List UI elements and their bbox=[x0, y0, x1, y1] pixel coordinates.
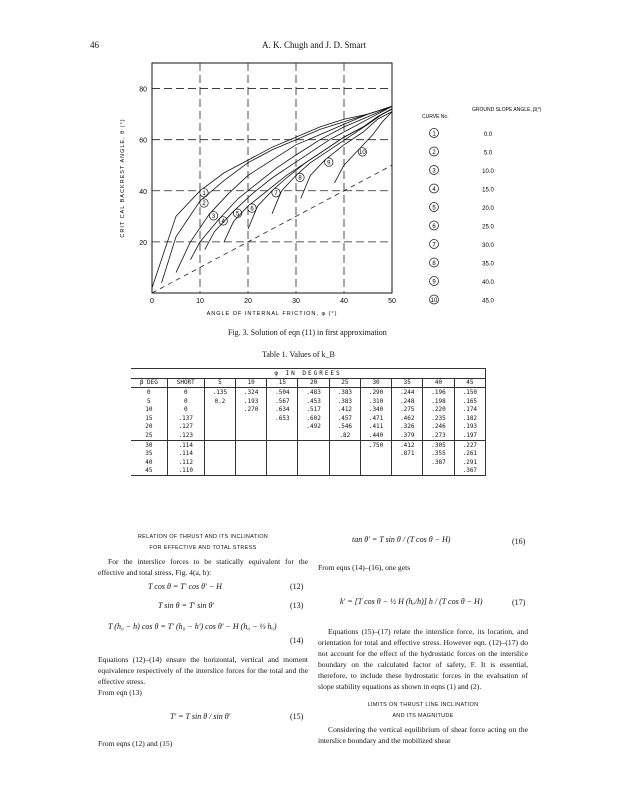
table-col-header: 35 bbox=[392, 378, 423, 388]
table-cell bbox=[204, 431, 235, 440]
legend-curve-number: 1 bbox=[432, 131, 436, 138]
table-cell: .440 bbox=[360, 431, 391, 440]
legend-curve-number: 10 bbox=[430, 298, 438, 304]
table-cell bbox=[267, 467, 298, 476]
table-cell: .82 bbox=[329, 431, 360, 440]
table-cell bbox=[329, 458, 360, 467]
equation-17: k' = [T cos θ − ½ H (hᵤ/h)] h / (T cos θ − H) bbox=[340, 597, 483, 606]
table-cell bbox=[360, 467, 391, 476]
equation-15-number: (15) bbox=[290, 712, 304, 721]
legend-slope-value: 35.0 bbox=[482, 261, 494, 268]
table-cell bbox=[204, 449, 235, 458]
table-cell bbox=[267, 423, 298, 432]
equation-12-number: (12) bbox=[290, 582, 304, 591]
table-cell: .114 bbox=[167, 440, 204, 449]
legend-title-curve: CURVE No. bbox=[422, 114, 449, 120]
series-label-7: 7 bbox=[274, 190, 278, 197]
table-cell: .193 bbox=[454, 423, 485, 432]
table-row bbox=[131, 388, 486, 397]
table-cell: 0.2 bbox=[204, 397, 235, 406]
legend-slope-value: 30.0 bbox=[482, 243, 494, 249]
table-cell bbox=[204, 458, 235, 467]
x-tick-label: 20 bbox=[244, 298, 252, 305]
series-label-2: 2 bbox=[202, 201, 206, 208]
legend-curve-number: 5 bbox=[432, 205, 436, 212]
table-cell: 0 bbox=[131, 388, 167, 397]
table-cell: .634 bbox=[267, 405, 298, 414]
table-cell: .567 bbox=[267, 397, 298, 406]
series-label-6: 6 bbox=[250, 206, 254, 213]
series-curve-3 bbox=[176, 106, 392, 272]
table-col-header: 45 bbox=[454, 378, 485, 388]
table-cell: .383 bbox=[329, 388, 360, 397]
table-cell: .270 bbox=[236, 405, 267, 414]
table-cell bbox=[423, 467, 454, 476]
section-subheading-stress: FOR EFFECTIVE AND TOTAL STRESS bbox=[149, 545, 257, 551]
figure-chart bbox=[110, 55, 542, 325]
table-cell bbox=[298, 440, 329, 449]
paragraph-equivalence: Equations (12)–(14) ensure the horizontal, vertical and moment equivalence respectively of the interslice forces for the total and the effective stress. bbox=[98, 655, 308, 686]
equation-16: tan θ' = T sin θ / (T cos θ − H) bbox=[352, 535, 451, 544]
table-cell bbox=[267, 458, 298, 467]
series-label-10: 10 bbox=[359, 150, 366, 157]
table-cell bbox=[204, 440, 235, 449]
table-cell: .110 bbox=[167, 467, 204, 476]
table-cell: .305 bbox=[423, 440, 454, 449]
left-column bbox=[98, 532, 308, 578]
legend-curve-number: 3 bbox=[432, 168, 436, 175]
paragraph-vertical-equilibrium: Considering the vertical equilibrium of shear force acting on the interslice boundary and the mobilized shear bbox=[318, 725, 528, 745]
table-row bbox=[131, 467, 486, 476]
table-col-header: 10 bbox=[236, 378, 267, 388]
series-curve-1 bbox=[152, 106, 392, 288]
series-label-3: 3 bbox=[211, 213, 216, 220]
table-cell bbox=[204, 405, 235, 414]
figure-caption: Fig. 3. Solution of eqn (11) in first approximation bbox=[228, 328, 387, 337]
table-cell: .602 bbox=[298, 414, 329, 423]
table-cell: .324 bbox=[236, 388, 267, 397]
y-tick-label: 20 bbox=[139, 239, 147, 247]
paragraph-interslice: For the interslice forces to be statically equivalent for the effective and total stress, Fig. 4(a, b): bbox=[98, 557, 308, 577]
legend-curve-number: 2 bbox=[432, 150, 436, 156]
table-cell: .412 bbox=[329, 405, 360, 414]
table-cell: .383 bbox=[329, 397, 360, 406]
y-tick-label: 80 bbox=[139, 86, 147, 94]
paragraph-from-eqns-12-15: From eqns (12) and (15) bbox=[98, 739, 173, 748]
table-cell: .355 bbox=[423, 449, 454, 458]
legend-slope-value: 25.0 bbox=[482, 224, 494, 231]
table-cell: .273 bbox=[423, 431, 454, 440]
table-phi-header: φ IN DEGREES bbox=[131, 369, 486, 379]
table-cell bbox=[267, 449, 298, 458]
table-cell bbox=[360, 449, 391, 458]
legend-curve-number: 9 bbox=[432, 279, 436, 286]
series-label-8: 8 bbox=[298, 175, 302, 182]
table-row bbox=[131, 458, 486, 467]
legend-title-slope: GROUND SLOPE ANGLE, β(°) bbox=[472, 107, 542, 113]
table-cell: 20 bbox=[131, 423, 167, 432]
table-cell: .326 bbox=[392, 423, 423, 432]
table-cell: .517 bbox=[298, 405, 329, 414]
table-cell: .193 bbox=[236, 397, 267, 406]
table-cell bbox=[329, 467, 360, 476]
series-curve-9 bbox=[301, 112, 392, 199]
table-cell bbox=[236, 467, 267, 476]
table-cell: .235 bbox=[423, 414, 454, 423]
table-cell: 5 bbox=[131, 397, 167, 406]
legend-slope-value: 10.0 bbox=[482, 169, 494, 175]
equation-17-number: (17) bbox=[512, 598, 526, 607]
table-cell bbox=[204, 467, 235, 476]
x-tick-label: 50 bbox=[388, 298, 396, 305]
table-cell: 30 bbox=[131, 440, 167, 449]
table-cell bbox=[360, 458, 391, 467]
table-cell bbox=[236, 449, 267, 458]
table-col-header: 40 bbox=[423, 378, 454, 388]
legend-curve-number: 4 bbox=[432, 187, 436, 193]
table-row bbox=[131, 397, 486, 406]
table-cell: .220 bbox=[423, 405, 454, 414]
table-cell bbox=[204, 414, 235, 423]
equation-13-number: (13) bbox=[290, 601, 304, 610]
table-cell bbox=[236, 458, 267, 467]
table-cell: .112 bbox=[167, 458, 204, 467]
equation-14: T (h₀ − h) cos θ = T' (h₀ − h') cos θ' − H (h₀ − ⅓ hᵤ) bbox=[108, 622, 277, 631]
paragraph-from-eqn-13: From eqn (13) bbox=[98, 688, 142, 697]
table-cell bbox=[236, 423, 267, 432]
table-row bbox=[131, 405, 486, 414]
table-cell: .197 bbox=[454, 431, 485, 440]
section-heading-limits: LIMITS ON THRUST LINE INCLINATION bbox=[367, 702, 479, 708]
table-cell: .135 bbox=[204, 388, 235, 397]
table-cell: .471 bbox=[360, 414, 391, 423]
table-cell: .198 bbox=[423, 397, 454, 406]
x-tick-label: 40 bbox=[340, 298, 348, 305]
table-cell: .150 bbox=[454, 388, 485, 397]
table-cell: 0 bbox=[167, 388, 204, 397]
legend-slope-value: 0.0 bbox=[483, 132, 493, 138]
table-cell: 35 bbox=[131, 449, 167, 458]
table-cell: .246 bbox=[423, 423, 454, 432]
equation-16-number: (16) bbox=[512, 537, 526, 546]
table-cell: .244 bbox=[392, 388, 423, 397]
table-cell: 0 bbox=[167, 397, 204, 406]
table-col-header: 15 bbox=[267, 378, 298, 388]
table-cell: .367 bbox=[454, 467, 485, 476]
table-cell: .248 bbox=[392, 397, 423, 406]
legend-curve-number: 7 bbox=[432, 242, 436, 249]
series-label-1: 1 bbox=[202, 190, 206, 197]
table-row bbox=[131, 449, 486, 458]
table-cell: 45 bbox=[131, 467, 167, 476]
kb-table bbox=[131, 368, 486, 476]
legend-slope-value: 45.0 bbox=[482, 298, 494, 305]
table-cell: .310 bbox=[360, 397, 391, 406]
table-cell: 0 bbox=[167, 405, 204, 414]
equation-15: T' = T sin θ / sin θ' bbox=[170, 712, 231, 721]
table-cell: .453 bbox=[298, 397, 329, 406]
table-cell: .871 bbox=[392, 449, 423, 458]
table-col-header: 5 bbox=[204, 378, 235, 388]
paragraph-one-gets: From eqns (14)–(16), one gets bbox=[318, 563, 411, 572]
table-cell: .227 bbox=[454, 440, 485, 449]
table-col-header: β DEG bbox=[131, 378, 167, 388]
table-row bbox=[131, 414, 486, 423]
table-cell bbox=[329, 449, 360, 458]
table-cell: .182 bbox=[454, 414, 485, 423]
page-number: 46 bbox=[90, 40, 99, 50]
table-cell bbox=[298, 458, 329, 467]
table-cell bbox=[298, 467, 329, 476]
table-cell: .653 bbox=[267, 414, 298, 423]
table-cell: .504 bbox=[267, 388, 298, 397]
table-row bbox=[131, 431, 486, 440]
legend-slope-value: 5.0 bbox=[483, 150, 493, 157]
x-tick-label: 10 bbox=[196, 298, 204, 305]
table-cell: .114 bbox=[167, 449, 204, 458]
legend-curve-number: 8 bbox=[432, 261, 436, 267]
paragraph-equations-15-17: Equations (15)–(17) relate the interslice force, its location, and orientation for total and effective stress. However eqn. (12)–(17) do not account for the effect of the hydrostatic forces on the interslice boundary on the calculated factor of safety, F. It is essential, therefore, to include these hydrostatic forces in the evaluation of slope stability equations as shown in eqns (1) and (2). bbox=[318, 627, 528, 691]
running-header: A. K. Chugh and J. D. Smart bbox=[262, 40, 366, 50]
table-cell: .340 bbox=[360, 405, 391, 414]
table-col-header: 30 bbox=[360, 378, 391, 388]
table-cell: .174 bbox=[454, 405, 485, 414]
equation-13: T sin θ = T' sin θ' bbox=[158, 601, 215, 610]
table-cell: 10 bbox=[131, 405, 167, 414]
table-cell: .291 bbox=[454, 458, 485, 467]
table-col-header: 20 bbox=[298, 378, 329, 388]
table-cell: .492 bbox=[298, 423, 329, 432]
x-tick-label: 30 bbox=[292, 298, 300, 305]
table-cell: .127 bbox=[167, 423, 204, 432]
table-cell bbox=[392, 458, 423, 467]
legend-slope-value: 40.0 bbox=[482, 280, 494, 286]
table-cell: .483 bbox=[298, 388, 329, 397]
section-subheading-magnitude: AND ITS MAGNITUDE bbox=[392, 713, 454, 719]
table-cell: .387 bbox=[423, 458, 454, 467]
table-cell: .546 bbox=[329, 423, 360, 432]
table-cell: 40 bbox=[131, 458, 167, 467]
table-cell bbox=[236, 440, 267, 449]
section-heading-thrust: RELATION OF THRUST AND ITS INCLINATION bbox=[137, 534, 269, 540]
x-axis-label: ANGLE OF INTERNAL FRICTION, φ (°) bbox=[206, 311, 338, 317]
equation-14-number: (14) bbox=[290, 636, 304, 645]
table-cell: .123 bbox=[167, 431, 204, 440]
y-tick-label: 60 bbox=[139, 137, 147, 145]
table-cell bbox=[267, 431, 298, 440]
table-cell: .275 bbox=[392, 405, 423, 414]
table-cell: .137 bbox=[167, 414, 204, 423]
table-cell bbox=[392, 467, 423, 476]
table-cell: .165 bbox=[454, 397, 485, 406]
table-cell bbox=[236, 431, 267, 440]
table-cell: .290 bbox=[360, 388, 391, 397]
section-limits bbox=[318, 700, 528, 746]
legend-slope-value: 20.0 bbox=[482, 206, 494, 212]
equation-12: T cos θ = T' cos θ' − H bbox=[148, 582, 222, 591]
legend-curve-number: 6 bbox=[432, 224, 436, 230]
x-tick-label: 0 bbox=[150, 298, 154, 305]
table-cell: .379 bbox=[392, 431, 423, 440]
legend-slope-value: 15.0 bbox=[482, 187, 494, 194]
table-cell: 25 bbox=[131, 431, 167, 440]
table-col-header: 25 bbox=[329, 378, 360, 388]
table-cell: .411 bbox=[360, 423, 391, 432]
y-tick-label: 40 bbox=[139, 188, 147, 196]
table-row bbox=[131, 440, 486, 449]
table-cell: .462 bbox=[392, 414, 423, 423]
table-col-header: SHORT bbox=[167, 378, 204, 388]
table-cell: .196 bbox=[423, 388, 454, 397]
series-label-9: 9 bbox=[327, 160, 331, 167]
table-cell: .457 bbox=[329, 414, 360, 423]
table-caption: Table 1. Values of k_B bbox=[262, 350, 335, 359]
table-row bbox=[131, 423, 486, 432]
table-cell: .750 bbox=[360, 440, 391, 449]
table-cell bbox=[204, 423, 235, 432]
table-cell bbox=[298, 431, 329, 440]
table-cell bbox=[236, 414, 267, 423]
reference-line bbox=[152, 165, 392, 293]
table-cell bbox=[329, 440, 360, 449]
series-label-5: 5 bbox=[235, 211, 240, 218]
table-cell bbox=[267, 440, 298, 449]
table-cell: 15 bbox=[131, 414, 167, 423]
table-cell: .412 bbox=[392, 440, 423, 449]
y-axis-label: CRIT CAL BACKREST ANGLE, θ (°) bbox=[120, 118, 126, 238]
table-cell: .261 bbox=[454, 449, 485, 458]
table-cell bbox=[298, 449, 329, 458]
series-label-4: 4 bbox=[221, 219, 225, 226]
